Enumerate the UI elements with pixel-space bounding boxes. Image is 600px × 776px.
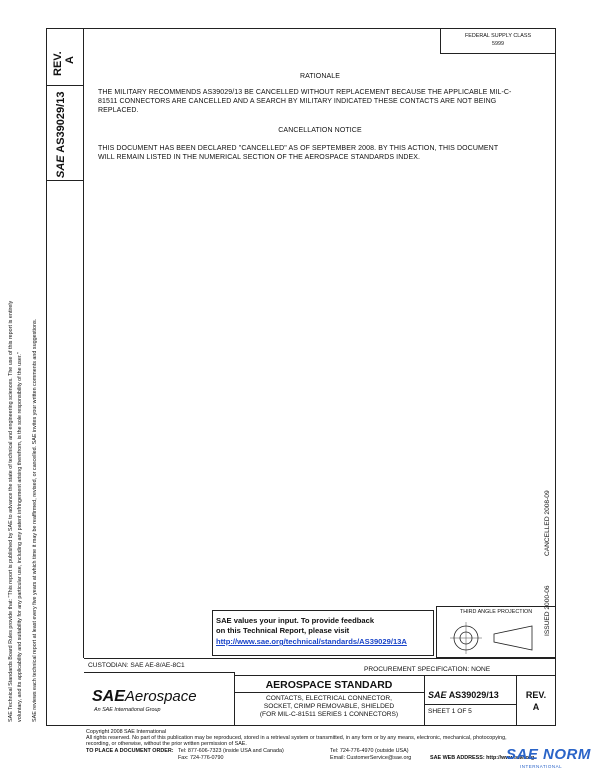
procurement-spec: PROCUREMENT SPECIFICATION: NONE [364, 666, 491, 673]
procurement-divider [234, 675, 556, 676]
sheet-divider [424, 704, 516, 705]
logo-sae: SAE [92, 688, 125, 705]
legal-text-line-1: SAE Technical Standards Board Rules provide that: "This report is published by SAE to advance the state of technical and engineering sciences. The use of this report is entirely [8, 300, 14, 722]
cancellation-text: THIS DOCUMENT HAS BEEN DECLARED "CANCELLED" AS OF SEPTEMBER 2008. BY THIS ACTION, THIS DOCUMENT WILL REMAIN LISTED IN THE NUMERICAL SECTION OF THE AEROSPACE STANDARDS INDEX. [98, 145, 499, 161]
projection-symbol-icon [436, 616, 556, 658]
title-desc-1: CONTACTS, ELECTRICAL CONNECTOR, [266, 695, 392, 702]
feedback-line-1: SAE values your input. To provide feedback [216, 616, 375, 625]
legal-text-line-2: voluntary, and its applicability and suitability for any particular use, including any patent infringement arising therefrom, is the sole responsibility of the user." [17, 352, 23, 722]
watermark-text: SAE NORM [506, 746, 591, 763]
tel-outside: Tel: 724-776-4970 (outside USA) [330, 748, 409, 754]
custodian: CUSTODIAN: SAE AE-8/AE-8C1 [88, 662, 185, 669]
order-label: TO PLACE A DOCUMENT ORDER: [86, 748, 174, 754]
cancelled-date: CANCELLED 2008-09 [544, 490, 551, 556]
title-desc-2: SOCKET, CRIMP REMOVABLE, SHIELDED [263, 703, 395, 710]
fsc-label: FEDERAL SUPPLY CLASS [464, 33, 532, 39]
fax: Fax: 724-776-0790 [178, 755, 224, 761]
copyright: Copyright 2008 SAE International [86, 729, 167, 735]
standard-title: AEROSPACE STANDARD [265, 679, 393, 691]
spine-doc-number: AS39029/13 [55, 91, 67, 153]
email[interactable]: Email: CustomerService@sae.org [330, 755, 412, 761]
title-block-top-line [84, 658, 556, 659]
feedback-line-2: on this Technical Report, please visit [216, 626, 350, 635]
watermark-sub: INTERNATIONAL [520, 764, 563, 769]
rationale-text: THE MILITARY RECOMMENDS AS39029/13 BE CANCELLED WITHOUT REPLACEMENT BECAUSE THE APPLICABLE MIL-C-81511 CONNECTORS ARE CANCELLED AND A SEARCH BY MILITARY INDICATED THESE CONTACTS ARE NOT BEING REPLACED. [98, 89, 512, 114]
tel-inside: Tel: 877-606-7323 (inside USA and Canada) [178, 748, 284, 754]
spine-divider [46, 180, 84, 181]
spine-rev-label: REV. [52, 51, 64, 76]
legal-text-line-3: SAE reviews each technical report at least every five years at which time it may be reaffirmed, revised, or cancelled. SAE invites your written comments and suggestions. [32, 318, 38, 722]
logo-aerospace: Aerospace [124, 688, 197, 705]
title-doc-id [428, 690, 499, 700]
rationale-heading: RATIONALE [299, 73, 341, 80]
rights-line-1: All rights reserved. No part of this publication may be reproduced, stored in a retrieval system or transmitted, in any form or by any means, electronic, mechanical, photocopying, [86, 735, 507, 741]
fsc-code: 5999 [492, 41, 504, 47]
title-doc-number: AS39029/13 [448, 690, 499, 700]
sae-norm-watermark [506, 746, 591, 764]
issued-date: ISSUED 2000-06 [544, 585, 551, 636]
sheet-number: SHEET 1 OF 5 [428, 708, 472, 715]
title-divider-2 [424, 676, 425, 726]
title-divider-3 [516, 676, 517, 726]
title-std-underline [234, 692, 424, 693]
rights-line-2: recording, or otherwise, without the prior written permission of SAE. [86, 741, 247, 747]
spine-brand: SAE [55, 155, 67, 178]
logo-tagline: An SAE International Group [94, 707, 161, 713]
feedback-link[interactable]: http://www.sae.org/technical/standards/AS39029/13A [216, 637, 407, 646]
spine-doc-id [55, 92, 67, 178]
title-doc-brand: SAE [428, 690, 447, 700]
sae-aerospace-logo [92, 688, 197, 706]
custodian-divider [84, 672, 234, 673]
spine-rev-value: A [64, 56, 76, 64]
title-desc-3: (FOR MIL-C-81511 SERIES 1 CONNECTORS) [259, 711, 399, 718]
title-rev-label: REV. [525, 690, 547, 700]
projection-label: THIRD ANGLE PROJECTION [459, 609, 533, 615]
cancellation-heading: CANCELLATION NOTICE [278, 127, 362, 134]
title-rev-value: A [532, 702, 540, 712]
web-address[interactable]: SAE WEB ADDRESS: http://www.sae.org [430, 755, 535, 761]
